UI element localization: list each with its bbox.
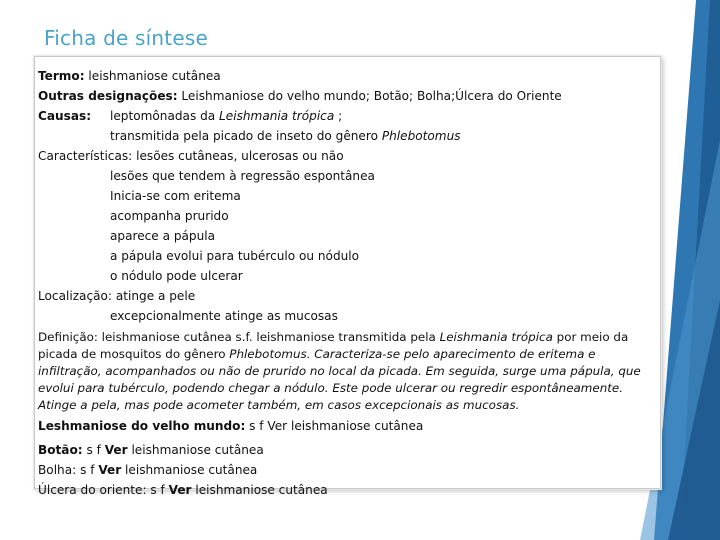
botao-label: Botão: <box>38 443 83 457</box>
localizacao-label: Localização: <box>38 289 112 303</box>
bolha-label: Bolha: <box>38 463 77 477</box>
definicao-paragraph <box>38 329 660 414</box>
botao-line <box>38 440 660 460</box>
definicao-label: Definição: <box>38 330 98 344</box>
causas-text-1a: leptomônadas da <box>110 109 220 123</box>
causas-line <box>38 106 660 126</box>
caracteristica-item: o nódulo pode ulcerar <box>110 269 243 283</box>
card-content <box>38 66 660 500</box>
bolha-sf: s f <box>76 463 99 477</box>
outras-line <box>38 86 660 106</box>
definicao-text-a: leishmaniose cutânea s.f. leishmaniose transmitida pela <box>97 330 440 344</box>
bolha-ver: Ver <box>98 463 122 477</box>
causas-text-1b: Leishmania trópica <box>219 109 335 123</box>
localizacao-line <box>38 286 660 306</box>
caracteristicas-first: lesões cutâneas, ulcerosas ou não <box>132 149 344 163</box>
slide-title: Ficha de síntese <box>44 26 208 50</box>
termo-label: Termo: <box>38 69 85 83</box>
caracteristica-item: aparece a pápula <box>110 229 216 243</box>
ulcera-ver: Ver <box>168 483 192 497</box>
caracteristicas-label: Características: <box>38 149 133 163</box>
definicao-text-c: por meio da picada de mosquitos do gênero <box>38 330 629 361</box>
ulcera-label: Úlcera do oriente: <box>38 483 147 497</box>
outras-label: Outras designações: <box>38 89 178 103</box>
caracteristica-item: acompanha prurido <box>110 209 229 223</box>
caracteristica-item: a pápula evolui para tubérculo ou nódulo <box>110 249 360 263</box>
localizacao-first: atinge a pele <box>112 289 196 303</box>
termo-value: leishmaniose cutânea <box>84 69 221 83</box>
leshmaniose-label: Leshmaniose do velho mundo: <box>38 419 246 433</box>
causas-line-2 <box>38 126 660 146</box>
ulcera-value: leishmaniose cutânea <box>191 483 328 497</box>
definicao-text-e: . Caracteriza-se pelo aparecimento de eritema e infiltração, acompanhados ou não de prurido no local da picada. Em seguida, surge uma pápula, que evolui para tubérculo, podendo chegar a nódulo. Este pode ulcerar ou regredir espontâneamente. Atinge a pela, mas pode acometer também, em casos excepcionais as mucosas. <box>38 347 641 412</box>
bolha-value: leishmaniose cutânea <box>121 463 258 477</box>
causas-text-2a: transmitida pela picado de inseto do gênero <box>110 129 382 143</box>
definicao-text-b: Leishmania trópica <box>439 330 553 344</box>
causas-label: Causas: <box>38 109 92 123</box>
botao-ver: Ver <box>104 443 128 457</box>
botao-sf: s f <box>82 443 105 457</box>
caracteristica-item: Inicia-se com eritema <box>110 189 241 203</box>
localizacao-second: excepcionalmente atinge as mucosas <box>110 309 338 323</box>
causas-text-1c: ; <box>334 109 343 123</box>
caracteristica-item: lesões que tendem à regressão espontânea <box>110 169 375 183</box>
bolha-line <box>38 460 660 480</box>
ulcera-line <box>38 480 660 500</box>
leshmaniose-line <box>38 416 660 436</box>
causas-text-2b: Phlebotomus <box>381 129 461 143</box>
ulcera-sf: s f <box>146 483 169 497</box>
definicao-text-d: Phlebotomus <box>229 347 307 361</box>
outras-value: Leishmaniose do velho mundo; Botão; Bolha;Úlcera do Oriente <box>177 89 562 103</box>
leshmaniose-value: s f Ver leishmaniose cutânea <box>245 419 424 433</box>
caracteristicas-line <box>38 146 660 166</box>
termo-line <box>38 66 660 86</box>
botao-value: leishmaniose cutânea <box>127 443 264 457</box>
